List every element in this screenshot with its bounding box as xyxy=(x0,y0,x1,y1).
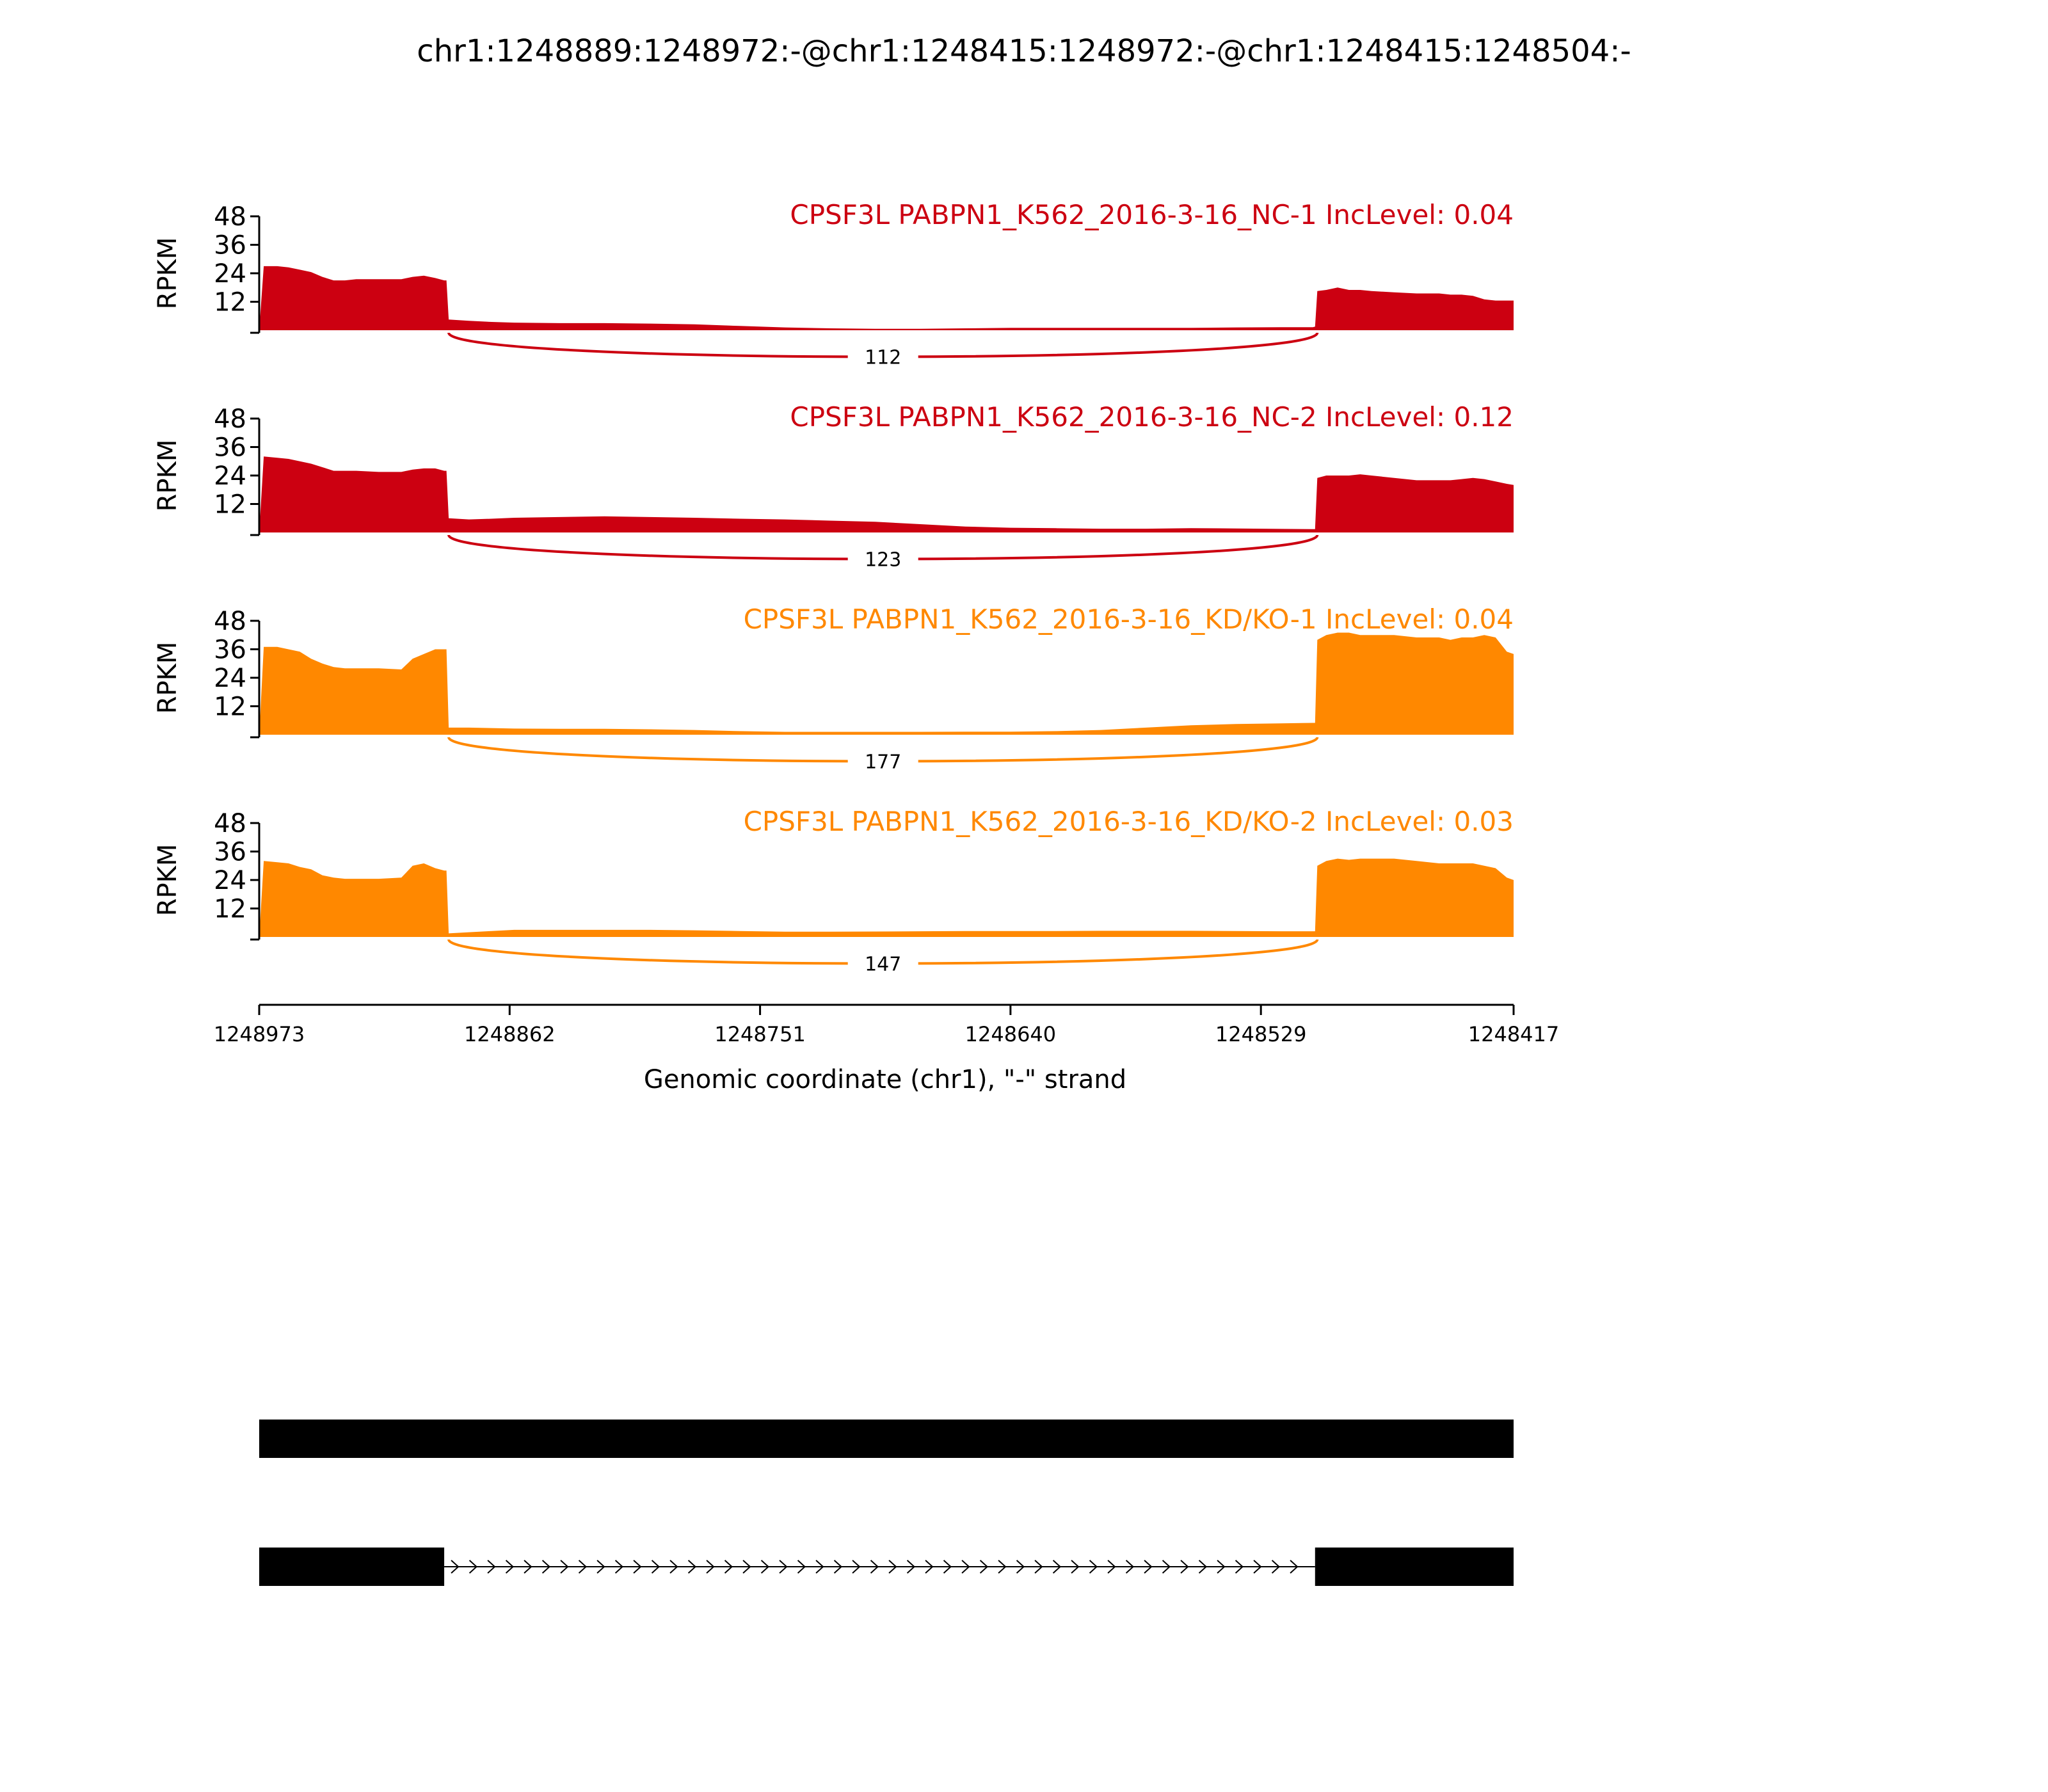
y-tick-label: 36 xyxy=(214,635,246,665)
junction-label: 112 xyxy=(865,346,902,369)
track-1 xyxy=(153,199,1514,371)
junction-label: 123 xyxy=(865,548,902,572)
y-tick-label: 12 xyxy=(214,287,246,317)
y-axis-label: RPKM xyxy=(153,844,182,916)
coverage-area-3 xyxy=(259,633,1514,735)
exon-block xyxy=(259,1548,444,1586)
coverage-tracks xyxy=(153,199,1514,978)
exon-block xyxy=(259,1420,1514,1458)
sample-label: CPSF3L PABPN1_K562_2016-3-16_KD/KO-1 IncLevel: 0.04 xyxy=(743,604,1514,635)
junction-label: 147 xyxy=(865,953,902,976)
track-4 xyxy=(153,806,1514,978)
chart-title: chr1:1248889:1248972:-@chr1:1248415:1248972:-@chr1:1248415:1248504:- xyxy=(417,33,1631,69)
y-tick-label: 36 xyxy=(214,837,246,867)
y-axis-label: RPKM xyxy=(153,237,182,310)
y-tick-label: 48 xyxy=(214,404,246,434)
sample-label: CPSF3L PABPN1_K562_2016-3-16_KD/KO-2 IncLevel: 0.03 xyxy=(743,806,1514,837)
y-tick-label: 12 xyxy=(214,490,246,520)
transcript-1 xyxy=(259,1420,1514,1458)
sample-label: CPSF3L PABPN1_K562_2016-3-16_NC-1 IncLevel: 0.04 xyxy=(790,199,1514,230)
y-tick-label: 36 xyxy=(214,230,246,260)
x-tick-label: 1248640 xyxy=(964,1022,1057,1046)
x-tick-label: 1248862 xyxy=(464,1022,556,1046)
y-tick-label: 24 xyxy=(214,461,246,491)
y-tick-label: 36 xyxy=(214,433,246,463)
y-tick-label: 12 xyxy=(214,692,246,722)
y-tick-label: 24 xyxy=(214,664,246,693)
y-tick-label: 24 xyxy=(214,866,246,895)
y-tick-label: 12 xyxy=(214,894,246,924)
x-tick-label: 1248529 xyxy=(1215,1022,1307,1046)
y-axis-label: RPKM xyxy=(153,439,182,512)
coverage-area-1 xyxy=(259,266,1514,330)
x-tick-label: 1248751 xyxy=(714,1022,806,1046)
y-tick-label: 48 xyxy=(214,202,246,232)
y-tick-label: 48 xyxy=(214,607,246,636)
x-tick-label: 1248417 xyxy=(1468,1022,1560,1046)
track-3 xyxy=(153,604,1514,776)
x-tick-label: 1248973 xyxy=(213,1022,305,1046)
sample-label: CPSF3L PABPN1_K562_2016-3-16_NC-2 IncLevel: 0.12 xyxy=(790,401,1514,433)
x-axis xyxy=(214,1005,1560,1046)
gene-model xyxy=(259,1420,1514,1586)
coverage-area-4 xyxy=(259,859,1514,937)
x-axis-label: Genomic coordinate (chr1), "-" strand xyxy=(643,1065,1127,1094)
coverage-area-2 xyxy=(259,456,1514,532)
y-tick-label: 48 xyxy=(214,809,246,838)
exon-block xyxy=(1315,1548,1514,1586)
y-axis-label: RPKM xyxy=(153,641,182,714)
transcript-2 xyxy=(259,1548,1514,1586)
y-tick-label: 24 xyxy=(214,259,246,289)
junction-label: 177 xyxy=(865,751,902,774)
track-2 xyxy=(153,401,1514,573)
